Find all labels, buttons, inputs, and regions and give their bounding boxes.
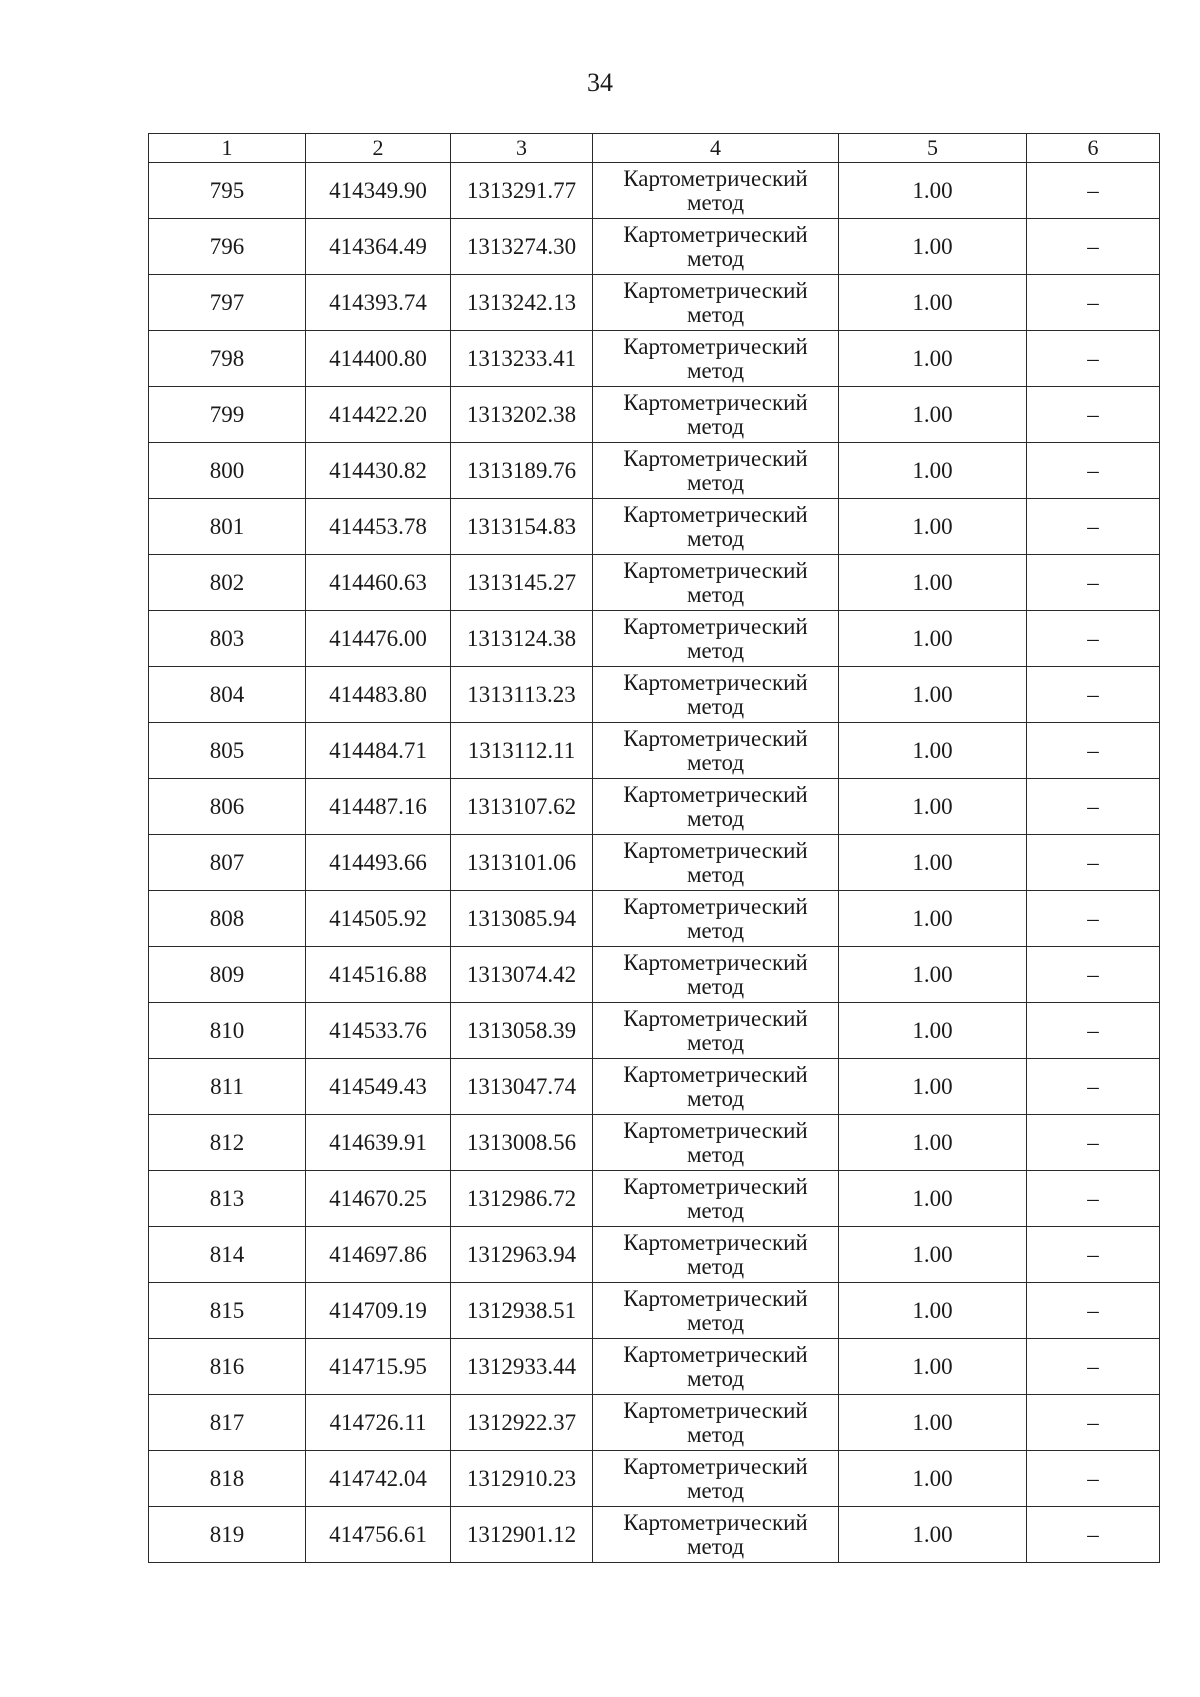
y-coordinate-cell: 1313233.41 xyxy=(451,331,593,387)
x-coordinate-cell: 414393.74 xyxy=(306,275,451,331)
y-coordinate-cell: 1313101.06 xyxy=(451,835,593,891)
note-cell: – xyxy=(1027,1059,1160,1115)
accuracy-cell: 1.00 xyxy=(839,443,1027,499)
note-cell: – xyxy=(1027,891,1160,947)
method-line-2: метод xyxy=(686,1533,745,1559)
note-cell: – xyxy=(1027,667,1160,723)
x-coordinate-cell: 414453.78 xyxy=(306,499,451,555)
point-number-cell: 802 xyxy=(149,555,306,611)
y-coordinate-cell: 1313145.27 xyxy=(451,555,593,611)
y-coordinate-cell: 1313291.77 xyxy=(451,163,593,219)
method-line-1: Картометрический xyxy=(623,333,808,359)
method-line-1: Картометрический xyxy=(623,1005,808,1031)
method-line-1: Картометрический xyxy=(623,277,808,303)
note-cell: – xyxy=(1027,1395,1160,1451)
header-col-4: 4 xyxy=(593,134,839,163)
y-coordinate-cell: 1313113.23 xyxy=(451,667,593,723)
method-cell xyxy=(593,219,839,275)
y-coordinate-cell: 1313058.39 xyxy=(451,1003,593,1059)
method-cell xyxy=(593,1227,839,1283)
header-col-5: 5 xyxy=(839,134,1027,163)
x-coordinate-cell: 414430.82 xyxy=(306,443,451,499)
note-cell: – xyxy=(1027,163,1160,219)
accuracy-cell: 1.00 xyxy=(839,667,1027,723)
y-coordinate-cell: 1313274.30 xyxy=(451,219,593,275)
method-line-1: Картометрический xyxy=(623,725,808,751)
table-row xyxy=(149,387,1160,443)
method-line-1: Картометрический xyxy=(623,1061,808,1087)
point-number-cell: 804 xyxy=(149,667,306,723)
y-coordinate-cell: 1313074.42 xyxy=(451,947,593,1003)
method-cell xyxy=(593,1003,839,1059)
x-coordinate-cell: 414364.49 xyxy=(306,219,451,275)
x-coordinate-cell: 414493.66 xyxy=(306,835,451,891)
method-line-1: Картометрический xyxy=(623,1341,808,1367)
table-row xyxy=(149,1115,1160,1171)
point-number-cell: 795 xyxy=(149,163,306,219)
point-number-cell: 800 xyxy=(149,443,306,499)
y-coordinate-cell: 1313189.76 xyxy=(451,443,593,499)
note-cell: – xyxy=(1027,1451,1160,1507)
note-cell: – xyxy=(1027,1227,1160,1283)
y-coordinate-cell: 1313202.38 xyxy=(451,387,593,443)
header-col-6: 6 xyxy=(1027,134,1160,163)
y-coordinate-cell: 1312910.23 xyxy=(451,1451,593,1507)
method-line-2: метод xyxy=(686,1365,745,1391)
method-cell xyxy=(593,1451,839,1507)
point-number-cell: 817 xyxy=(149,1395,306,1451)
accuracy-cell: 1.00 xyxy=(839,611,1027,667)
method-line-1: Картометрический xyxy=(623,1173,808,1199)
method-line-1: Картометрический xyxy=(623,949,808,975)
method-line-2: метод xyxy=(686,413,745,439)
method-line-2: метод xyxy=(686,301,745,327)
point-number-cell: 810 xyxy=(149,1003,306,1059)
note-cell: – xyxy=(1027,331,1160,387)
table-row xyxy=(149,275,1160,331)
point-number-cell: 806 xyxy=(149,779,306,835)
y-coordinate-cell: 1313154.83 xyxy=(451,499,593,555)
x-coordinate-cell: 414533.76 xyxy=(306,1003,451,1059)
point-number-cell: 808 xyxy=(149,891,306,947)
method-line-2: метод xyxy=(686,1477,745,1503)
method-line-2: метод xyxy=(686,1085,745,1111)
method-cell xyxy=(593,667,839,723)
x-coordinate-cell: 414726.11 xyxy=(306,1395,451,1451)
point-number-cell: 801 xyxy=(149,499,306,555)
table-row xyxy=(149,1395,1160,1451)
method-cell xyxy=(593,163,839,219)
method-line-2: метод xyxy=(686,1141,745,1167)
point-number-cell: 797 xyxy=(149,275,306,331)
table-row xyxy=(149,1171,1160,1227)
method-line-1: Картометрический xyxy=(623,221,808,247)
table-row xyxy=(149,723,1160,779)
method-line-1: Картометрический xyxy=(623,893,808,919)
note-cell: – xyxy=(1027,1339,1160,1395)
accuracy-cell: 1.00 xyxy=(839,1227,1027,1283)
table-row xyxy=(149,1059,1160,1115)
method-cell xyxy=(593,1507,839,1563)
x-coordinate-cell: 414460.63 xyxy=(306,555,451,611)
method-line-1: Картометрический xyxy=(623,669,808,695)
method-line-1: Картометрический xyxy=(623,1285,808,1311)
accuracy-cell: 1.00 xyxy=(839,219,1027,275)
method-cell xyxy=(593,1395,839,1451)
y-coordinate-cell: 1313008.56 xyxy=(451,1115,593,1171)
method-line-1: Картометрический xyxy=(623,1397,808,1423)
point-number-cell: 818 xyxy=(149,1451,306,1507)
x-coordinate-cell: 414639.91 xyxy=(306,1115,451,1171)
table-body xyxy=(149,163,1160,1563)
y-coordinate-cell: 1312963.94 xyxy=(451,1227,593,1283)
x-coordinate-cell: 414483.80 xyxy=(306,667,451,723)
y-coordinate-cell: 1313107.62 xyxy=(451,779,593,835)
note-cell: – xyxy=(1027,499,1160,555)
table-row xyxy=(149,219,1160,275)
x-coordinate-cell: 414670.25 xyxy=(306,1171,451,1227)
table-row xyxy=(149,499,1160,555)
table-row xyxy=(149,1451,1160,1507)
method-cell xyxy=(593,891,839,947)
table-row xyxy=(149,779,1160,835)
method-line-2: метод xyxy=(686,581,745,607)
x-coordinate-cell: 414549.43 xyxy=(306,1059,451,1115)
point-number-cell: 798 xyxy=(149,331,306,387)
accuracy-cell: 1.00 xyxy=(839,1395,1027,1451)
point-number-cell: 813 xyxy=(149,1171,306,1227)
method-line-2: метод xyxy=(686,189,745,215)
y-coordinate-cell: 1313047.74 xyxy=(451,1059,593,1115)
note-cell: – xyxy=(1027,443,1160,499)
method-line-1: Картометрический xyxy=(623,1453,808,1479)
method-cell xyxy=(593,1339,839,1395)
table-row xyxy=(149,1227,1160,1283)
accuracy-cell: 1.00 xyxy=(839,331,1027,387)
note-cell: – xyxy=(1027,555,1160,611)
method-cell xyxy=(593,723,839,779)
method-line-2: метод xyxy=(686,1309,745,1335)
note-cell: – xyxy=(1027,1507,1160,1563)
method-line-2: метод xyxy=(686,245,745,271)
accuracy-cell: 1.00 xyxy=(839,1003,1027,1059)
note-cell: – xyxy=(1027,275,1160,331)
page-number: 34 xyxy=(587,68,613,97)
table-row xyxy=(149,555,1160,611)
method-line-2: метод xyxy=(686,749,745,775)
method-line-1: Картометрический xyxy=(623,389,808,415)
method-line-1: Картометрический xyxy=(623,613,808,639)
method-line-2: метод xyxy=(686,525,745,551)
method-line-1: Картометрический xyxy=(623,165,808,191)
y-coordinate-cell: 1312938.51 xyxy=(451,1283,593,1339)
accuracy-cell: 1.00 xyxy=(839,275,1027,331)
table-row xyxy=(149,163,1160,219)
y-coordinate-cell: 1313085.94 xyxy=(451,891,593,947)
x-coordinate-cell: 414349.90 xyxy=(306,163,451,219)
method-line-2: метод xyxy=(686,1253,745,1279)
point-number-cell: 796 xyxy=(149,219,306,275)
x-coordinate-cell: 414516.88 xyxy=(306,947,451,1003)
accuracy-cell: 1.00 xyxy=(839,947,1027,1003)
coordinates-table xyxy=(148,133,1160,1563)
table-row xyxy=(149,947,1160,1003)
note-cell: – xyxy=(1027,1283,1160,1339)
method-cell xyxy=(593,387,839,443)
table-row xyxy=(149,667,1160,723)
point-number-cell: 811 xyxy=(149,1059,306,1115)
x-coordinate-cell: 414742.04 xyxy=(306,1451,451,1507)
x-coordinate-cell: 414709.19 xyxy=(306,1283,451,1339)
x-coordinate-cell: 414400.80 xyxy=(306,331,451,387)
method-line-1: Картометрический xyxy=(623,1229,808,1255)
accuracy-cell: 1.00 xyxy=(839,779,1027,835)
accuracy-cell: 1.00 xyxy=(839,499,1027,555)
accuracy-cell: 1.00 xyxy=(839,1115,1027,1171)
x-coordinate-cell: 414487.16 xyxy=(306,779,451,835)
accuracy-cell: 1.00 xyxy=(839,891,1027,947)
method-cell xyxy=(593,611,839,667)
method-cell xyxy=(593,1059,839,1115)
accuracy-cell: 1.00 xyxy=(839,1171,1027,1227)
note-cell: – xyxy=(1027,1171,1160,1227)
method-line-2: метод xyxy=(686,469,745,495)
table-row xyxy=(149,443,1160,499)
method-line-1: Картометрический xyxy=(623,501,808,527)
accuracy-cell: 1.00 xyxy=(839,1283,1027,1339)
method-cell xyxy=(593,555,839,611)
method-cell xyxy=(593,275,839,331)
point-number-cell: 815 xyxy=(149,1283,306,1339)
point-number-cell: 809 xyxy=(149,947,306,1003)
method-line-1: Картометрический xyxy=(623,1117,808,1143)
point-number-cell: 799 xyxy=(149,387,306,443)
accuracy-cell: 1.00 xyxy=(839,723,1027,779)
x-coordinate-cell: 414422.20 xyxy=(306,387,451,443)
x-coordinate-cell: 414697.86 xyxy=(306,1227,451,1283)
method-line-2: метод xyxy=(686,917,745,943)
table-row xyxy=(149,611,1160,667)
y-coordinate-cell: 1313242.13 xyxy=(451,275,593,331)
method-cell xyxy=(593,947,839,1003)
method-cell xyxy=(593,331,839,387)
accuracy-cell: 1.00 xyxy=(839,1507,1027,1563)
method-line-1: Картометрический xyxy=(623,837,808,863)
note-cell: – xyxy=(1027,387,1160,443)
table-row xyxy=(149,1339,1160,1395)
note-cell: – xyxy=(1027,947,1160,1003)
note-cell: – xyxy=(1027,835,1160,891)
method-line-2: метод xyxy=(686,1029,745,1055)
y-coordinate-cell: 1313112.11 xyxy=(451,723,593,779)
method-cell xyxy=(593,1171,839,1227)
method-cell xyxy=(593,1115,839,1171)
table-row xyxy=(149,891,1160,947)
method-line-2: метод xyxy=(686,805,745,831)
note-cell: – xyxy=(1027,723,1160,779)
method-line-1: Картометрический xyxy=(623,445,808,471)
note-cell: – xyxy=(1027,779,1160,835)
header-row xyxy=(149,134,1160,163)
method-line-1: Картометрический xyxy=(623,1509,808,1535)
note-cell: – xyxy=(1027,1115,1160,1171)
y-coordinate-cell: 1312933.44 xyxy=(451,1339,593,1395)
method-line-2: метод xyxy=(686,1197,745,1223)
method-line-2: метод xyxy=(686,637,745,663)
note-cell: – xyxy=(1027,611,1160,667)
x-coordinate-cell: 414476.00 xyxy=(306,611,451,667)
accuracy-cell: 1.00 xyxy=(839,1451,1027,1507)
note-cell: – xyxy=(1027,1003,1160,1059)
header-col-3: 3 xyxy=(451,134,593,163)
method-cell xyxy=(593,499,839,555)
table-row xyxy=(149,1003,1160,1059)
point-number-cell: 812 xyxy=(149,1115,306,1171)
point-number-cell: 814 xyxy=(149,1227,306,1283)
method-line-2: метод xyxy=(686,973,745,999)
header-col-1: 1 xyxy=(149,134,306,163)
point-number-cell: 803 xyxy=(149,611,306,667)
header-col-2: 2 xyxy=(306,134,451,163)
method-line-1: Картометрический xyxy=(623,557,808,583)
table-row xyxy=(149,835,1160,891)
accuracy-cell: 1.00 xyxy=(839,1339,1027,1395)
method-cell xyxy=(593,1283,839,1339)
x-coordinate-cell: 414484.71 xyxy=(306,723,451,779)
method-line-2: метод xyxy=(686,693,745,719)
x-coordinate-cell: 414505.92 xyxy=(306,891,451,947)
method-line-2: метод xyxy=(686,1421,745,1447)
method-cell xyxy=(593,779,839,835)
method-cell xyxy=(593,443,839,499)
method-line-2: метод xyxy=(686,861,745,887)
table-row xyxy=(149,1283,1160,1339)
y-coordinate-cell: 1312901.12 xyxy=(451,1507,593,1563)
accuracy-cell: 1.00 xyxy=(839,1059,1027,1115)
table-row xyxy=(149,331,1160,387)
point-number-cell: 805 xyxy=(149,723,306,779)
method-line-1: Картометрический xyxy=(623,781,808,807)
x-coordinate-cell: 414715.95 xyxy=(306,1339,451,1395)
note-cell: – xyxy=(1027,219,1160,275)
method-cell xyxy=(593,835,839,891)
accuracy-cell: 1.00 xyxy=(839,555,1027,611)
x-coordinate-cell: 414756.61 xyxy=(306,1507,451,1563)
table-row xyxy=(149,1507,1160,1563)
point-number-cell: 819 xyxy=(149,1507,306,1563)
method-line-2: метод xyxy=(686,357,745,383)
y-coordinate-cell: 1312986.72 xyxy=(451,1171,593,1227)
accuracy-cell: 1.00 xyxy=(839,387,1027,443)
y-coordinate-cell: 1312922.37 xyxy=(451,1395,593,1451)
y-coordinate-cell: 1313124.38 xyxy=(451,611,593,667)
accuracy-cell: 1.00 xyxy=(839,163,1027,219)
point-number-cell: 816 xyxy=(149,1339,306,1395)
point-number-cell: 807 xyxy=(149,835,306,891)
accuracy-cell: 1.00 xyxy=(839,835,1027,891)
